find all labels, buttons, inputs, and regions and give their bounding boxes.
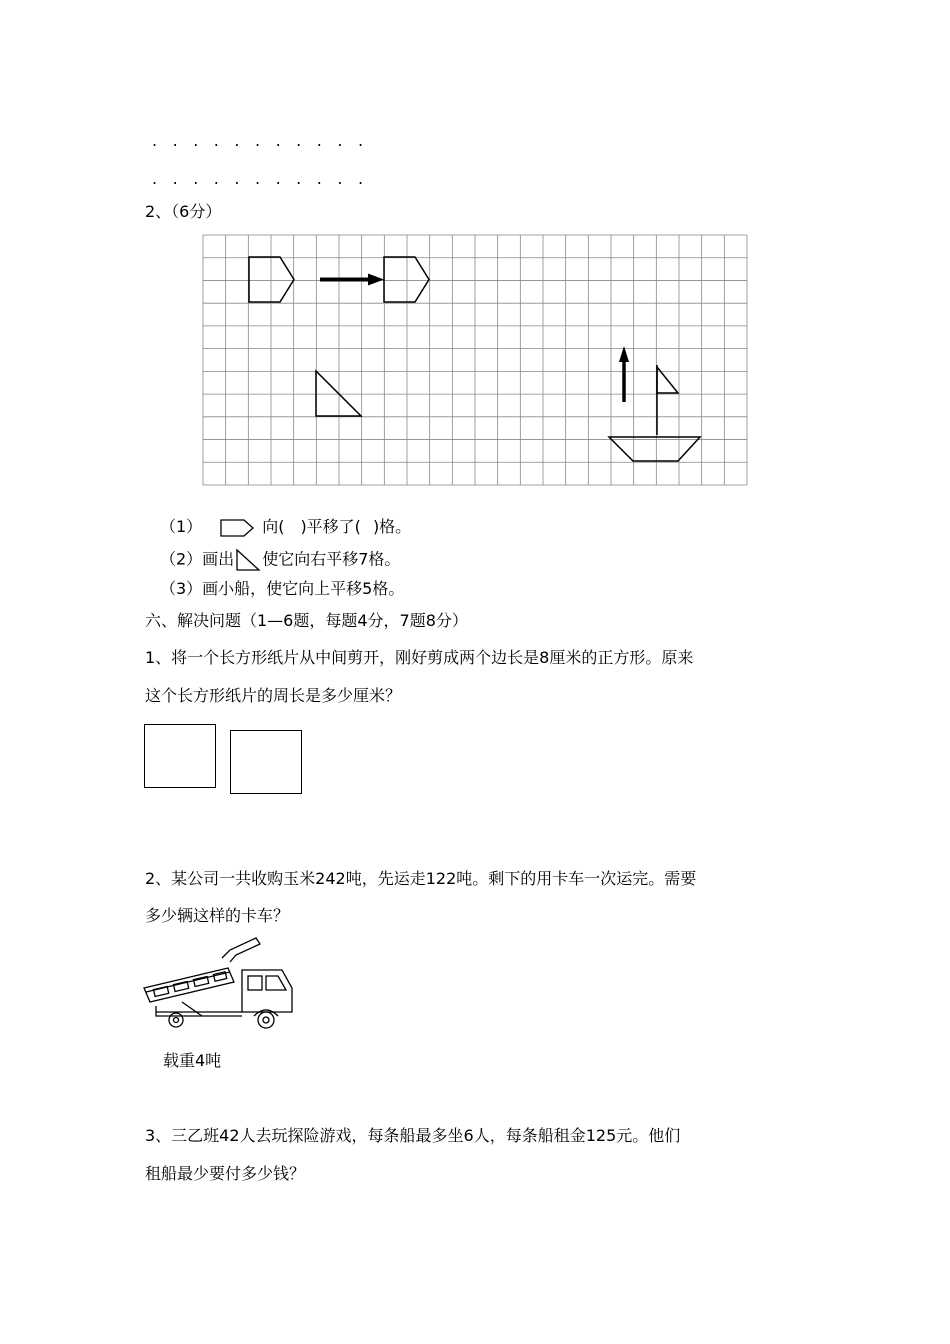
- dot: .: [172, 131, 178, 150]
- pentagon-moved: [384, 257, 429, 302]
- item-1-end: )格。: [372, 517, 412, 536]
- dot-row-1: [152, 131, 379, 150]
- item-1-prefix: （1）: [160, 517, 203, 536]
- dot: .: [357, 169, 364, 188]
- dot: .: [337, 169, 343, 188]
- item-1-direction-label: 向(: [262, 517, 285, 536]
- dot: .: [234, 169, 240, 188]
- dot: .: [275, 169, 281, 188]
- dot: .: [254, 131, 261, 150]
- dot: .: [316, 169, 322, 188]
- item-1-move-label: )平移了(: [300, 517, 361, 536]
- square-2: [230, 730, 302, 794]
- square-1: [144, 724, 216, 788]
- dot: .: [254, 169, 261, 188]
- dot: .: [337, 131, 343, 150]
- dot: .: [193, 131, 199, 150]
- dot: .: [357, 131, 364, 150]
- item-1: [160, 517, 411, 537]
- triangle-icon: [234, 548, 262, 572]
- arrow-head: [368, 274, 384, 286]
- dump-truck-icon: [142, 936, 302, 1034]
- dot: .: [152, 131, 158, 150]
- boat-sail: [657, 367, 678, 393]
- dot: .: [172, 169, 178, 188]
- dot: .: [152, 169, 158, 188]
- section-6-heading: 六、解决问题（1—6题，每题4分，7题8分）: [145, 611, 468, 630]
- dot: .: [275, 131, 281, 150]
- dot-row-2: [152, 169, 379, 188]
- grid-figure: [202, 234, 748, 486]
- item-2-end: 使它向右平移7格。: [262, 549, 401, 569]
- dot: .: [316, 131, 322, 150]
- item-3: （3）画小船，使它向上平移5格。: [160, 579, 405, 598]
- right-triangle: [316, 371, 361, 416]
- q3-line-1: 3、三乙班42人去玩探险游戏，每条船最多坐6人，每条船租金125元。他们: [145, 1126, 681, 1145]
- boat-hull: [609, 437, 700, 461]
- dot: .: [296, 131, 302, 150]
- q2-line-1: 2、某公司一共收购玉米242吨，先运走122吨。剩下的用卡车一次运完。需要: [145, 869, 697, 888]
- item-2-prefix: （2）画出: [160, 549, 235, 569]
- q2-line-2: 多少辆这样的卡车？: [145, 906, 290, 925]
- dot: .: [213, 131, 219, 150]
- q1-line-1: 1、将一个长方形纸片从中间剪开，刚好剪成两个边长是8厘米的正方形。原来: [145, 648, 694, 667]
- q3-line-2: 租船最少要付多少钱？: [145, 1164, 306, 1183]
- dot: .: [213, 169, 219, 188]
- item-2: [160, 548, 400, 572]
- grid-lines: [203, 235, 747, 485]
- q1-line-2: 这个长方形纸片的周长是多少厘米？: [145, 686, 402, 705]
- pentagon-icon: [220, 519, 254, 537]
- dot: .: [193, 169, 199, 188]
- dot: .: [296, 169, 302, 188]
- truck-caption: 载重4吨: [163, 1051, 222, 1070]
- pentagon-original: [249, 257, 294, 302]
- question-2-title: 2、（6分）: [145, 202, 222, 221]
- dot: .: [234, 131, 240, 150]
